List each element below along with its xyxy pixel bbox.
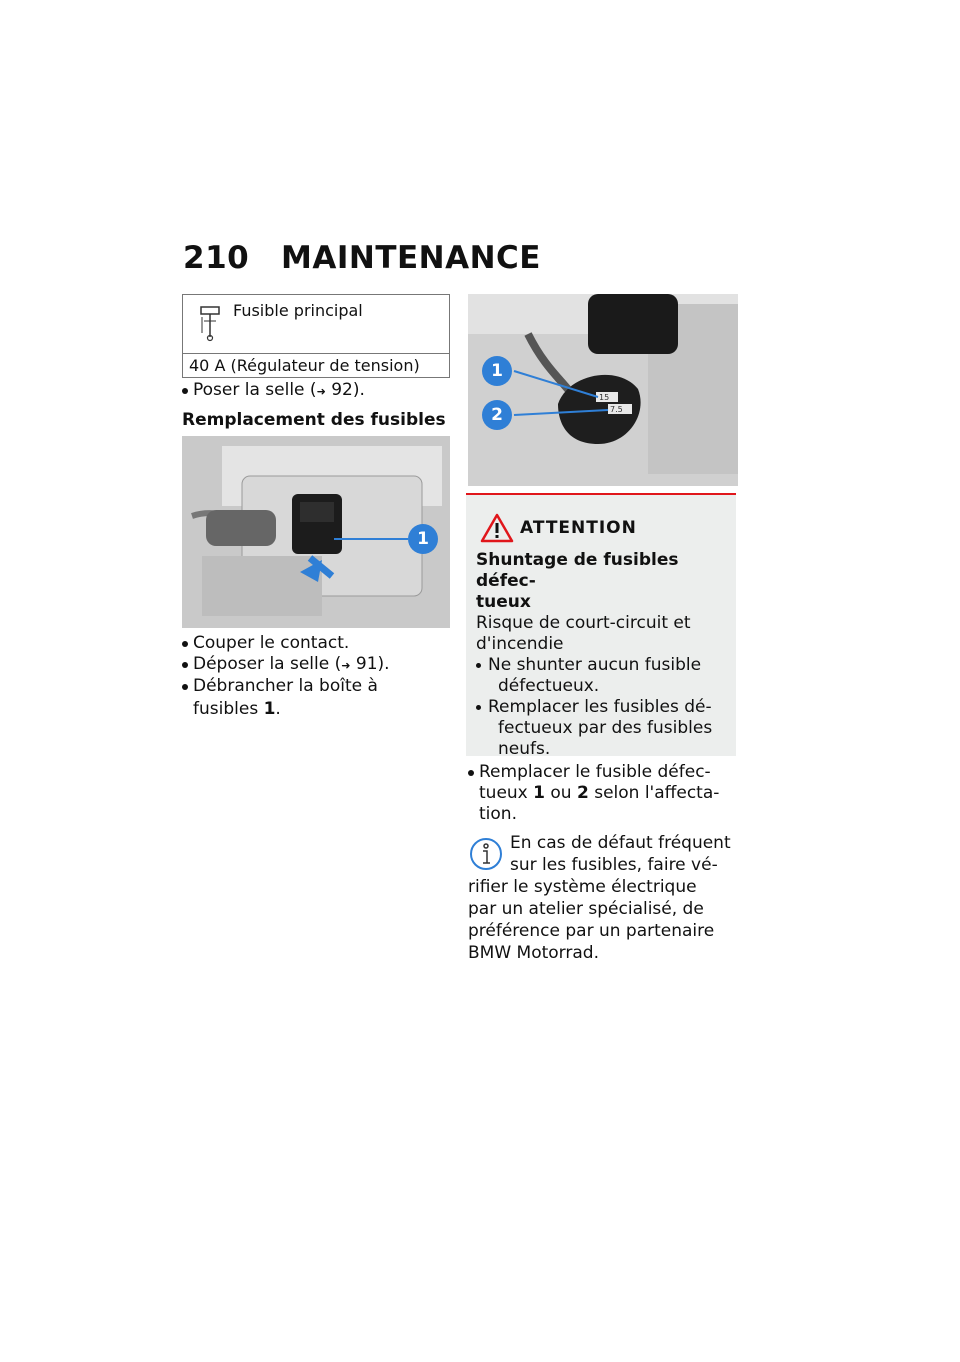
warning-item-text: fectueux par des fusibles	[498, 718, 713, 738]
warning-item	[476, 655, 728, 697]
fuses-photo	[468, 294, 738, 486]
page-ref-arrow-icon: ➜	[341, 659, 351, 672]
step-suffix: .	[275, 699, 281, 719]
spec-label-cell	[183, 295, 449, 354]
note-text: rifier le système électrique	[468, 877, 697, 897]
fuse-icon	[199, 303, 221, 343]
warning-body	[476, 550, 728, 760]
warning-heading: Shuntage de fusibles défec-	[476, 550, 679, 591]
ref-number: 1	[533, 783, 545, 803]
page-number: 210	[183, 240, 250, 276]
fuse-label-2: 7.5	[610, 405, 623, 414]
note-text: BMW Motorrad.	[468, 943, 599, 963]
spec-label: Fusible principal	[233, 301, 363, 320]
warning-item	[476, 697, 728, 760]
warning-item-text: Ne shunter aucun fusible	[488, 655, 702, 675]
bullet-icon	[182, 684, 188, 690]
bullet-icon	[182, 641, 188, 647]
note-text: préférence par un partenaire	[468, 921, 715, 941]
step-remove-seat	[182, 654, 390, 676]
bullet-icon	[468, 770, 474, 776]
warning-triangle-icon	[480, 513, 514, 543]
step-disconnect	[182, 676, 378, 720]
warning-heading: tueux	[476, 592, 531, 612]
section-heading: Remplacement des fusibles	[182, 410, 446, 430]
note-text: sur les fusibles, faire vé-	[510, 855, 718, 875]
warning-item-text: neufs.	[498, 739, 551, 759]
page-header	[183, 240, 541, 276]
step-text: fusibles	[193, 699, 264, 719]
step-replace-fuse	[468, 762, 719, 825]
step-text: ou	[544, 783, 577, 803]
page-ref[interactable]: 91	[355, 654, 378, 674]
bullet-icon	[476, 663, 481, 668]
note-text: par un atelier spécialisé, de	[468, 899, 704, 919]
warning-box	[466, 493, 736, 759]
bullet-icon	[182, 388, 188, 394]
warning-risk: d'incendie	[476, 634, 564, 654]
fuses-illustration	[468, 294, 738, 486]
step-suffix: ).	[377, 654, 390, 674]
callout-1: 1	[408, 524, 438, 554]
spec-table	[182, 294, 450, 378]
fuse-label-1: 15	[599, 393, 610, 402]
warning-risk: Risque de court-circuit et	[476, 613, 691, 633]
spec-value: 40 A (Régulateur de tension)	[189, 356, 420, 375]
step-text: Poser la selle (	[193, 380, 317, 400]
fuse-box-photo	[182, 436, 450, 628]
note-text: En cas de défaut fréquent	[510, 833, 731, 853]
warning-item-text: Remplacer les fusibles dé-	[488, 697, 712, 717]
bullet-icon	[182, 662, 188, 668]
step-text: Débrancher la boîte à	[193, 676, 378, 696]
step-text: selon l'affecta-	[588, 783, 720, 803]
page-ref-arrow-icon: ➜	[316, 385, 326, 398]
step-text: tueux	[479, 783, 534, 803]
step-text: Couper le contact.	[193, 633, 350, 653]
section-title: MAINTENANCE	[281, 240, 541, 276]
info-icon	[468, 836, 504, 872]
info-note	[468, 832, 738, 964]
step-install-seat	[182, 380, 365, 402]
step-text: Remplacer le fusible défec-	[479, 762, 711, 782]
step-switch-off	[182, 633, 349, 654]
page-ref[interactable]: 92	[331, 380, 353, 400]
warning-title: ATTENTION	[520, 518, 637, 538]
step-suffix: ).	[352, 380, 365, 400]
callout-2: 2	[482, 400, 512, 430]
step-text: Déposer la selle (	[193, 654, 342, 674]
step-text: tion.	[479, 804, 517, 824]
callout-1: 1	[482, 356, 512, 386]
warning-item-text: défectueux.	[498, 676, 600, 696]
ref-number: 2	[576, 783, 589, 803]
ref-number: 1	[263, 699, 276, 719]
bullet-icon	[476, 705, 481, 710]
